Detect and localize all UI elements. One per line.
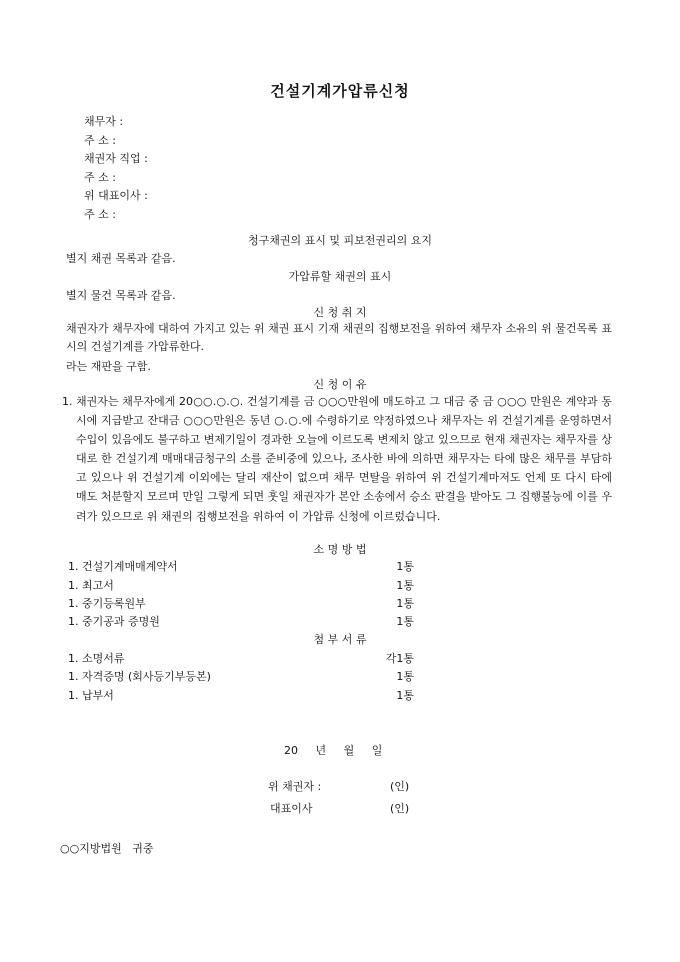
signature-creditor-label: 위 채권자 :: [268, 780, 322, 793]
document-title: 건설기계가압류신청: [270, 82, 410, 100]
evidence-item-label: 1. 중기공과 증명원: [68, 615, 160, 628]
attachment-item-count: 1통: [396, 689, 414, 702]
seizure-body: 별지 물건 목록과 같음.: [66, 289, 176, 302]
signature-representative-seal: (인): [390, 802, 410, 815]
signature-representative-label: 대표이사: [270, 802, 313, 815]
evidence-item-count: 1통: [396, 597, 414, 610]
representative-label: 위 대표이사 :: [84, 189, 148, 202]
seizure-heading: 가압류할 채권의 표시: [288, 270, 392, 283]
debtor-address-label: 주 소 :: [84, 134, 116, 147]
attachment-item-label: 1. 소명서류: [68, 652, 125, 665]
court-addressee: ○○지방법원 귀중: [60, 842, 154, 855]
creditor-address-label: 주 소 :: [84, 171, 116, 184]
reason-number: 1.: [62, 395, 73, 408]
evidence-item-count: 1통: [396, 560, 414, 573]
purpose-text: 채권자가 채무자에 대하여 가지고 있는 위 채권 표시 기재 채권의 집행보전을 위하여 채무자 소유의 위 물건목록 표시의 건설기계를 가압류한다.: [66, 322, 612, 353]
attachments-heading: 첨 부 서 류: [313, 633, 367, 646]
purpose-heading: 신 청 취 지: [313, 306, 367, 319]
attachment-item-count: 1통: [396, 670, 414, 683]
attachment-item-label: 1. 자격증명 (회사등기부등본): [68, 670, 211, 683]
debtor-label: 채무자 :: [84, 115, 124, 128]
evidence-item-count: 1통: [396, 615, 414, 628]
reason-paragraph: [62, 392, 612, 526]
creditor-occupation-label: 채권자 직업 :: [84, 152, 148, 165]
representative-address-label: 주 소 :: [84, 208, 116, 221]
attachment-item-count: 각1통: [385, 652, 414, 665]
evidence-item-count: 1통: [396, 579, 414, 592]
reason-text: 채권자는 채무자에게 20○○.○.○. 건설기계를 금 ○○○만원에 매도하고 그 대금 중 금 ○○○ 만원은 계약과 동시에 지급받고 잔대금 ○○○만원은 동년 ○.○.에 수령하기로 약정하였으나 채무자는 위 건설기계를 운영하면서 수입이 있음에도 불구하고 변제기일이 경과한 오늘에 이르도록 변제치 않고 있으므로 현재 채권자는 채무자를 상대로 한 건설기계 매매대금청구의 소를 준비중에 있으나, 조사한 바에 의하면 채무자는 타에 많은 채무를 부담하고 있으나 위 건설기계 이외에는 달리 재산이 없으며 채무 면탈을 위하여 위 건설기계마저도 언제 또 다시 타에 매도 처분할지 모르며 만일 그렇게 되면 훗일 채권자가 본안 소송에서 승소 판결을 받아도 그 집행불능에 이를 우려가 있으므로 위 채권의 집행보전을 위하여 이 가압류 신청에 이르렀습니다.: [76, 395, 612, 523]
purpose-closing: 라는 재판을 구함.: [66, 360, 151, 373]
signature-creditor-seal: (인): [390, 780, 410, 793]
evidence-item-label: 1. 중기등록원부: [68, 597, 146, 610]
claim-heading: 청구채권의 표시 및 피보전권리의 요지: [247, 234, 432, 247]
filing-date: 20 년 월 일: [284, 744, 383, 757]
reason-heading: 신 청 이 유: [313, 378, 367, 391]
evidence-item-label: 1. 건설기계매매계약서: [68, 560, 178, 573]
claim-body: 별지 채권 목록과 같음.: [66, 252, 176, 265]
attachment-item-label: 1. 납부서: [68, 689, 114, 702]
evidence-heading: 소 명 방 법: [313, 543, 367, 556]
evidence-item-label: 1. 최고서: [68, 579, 114, 592]
